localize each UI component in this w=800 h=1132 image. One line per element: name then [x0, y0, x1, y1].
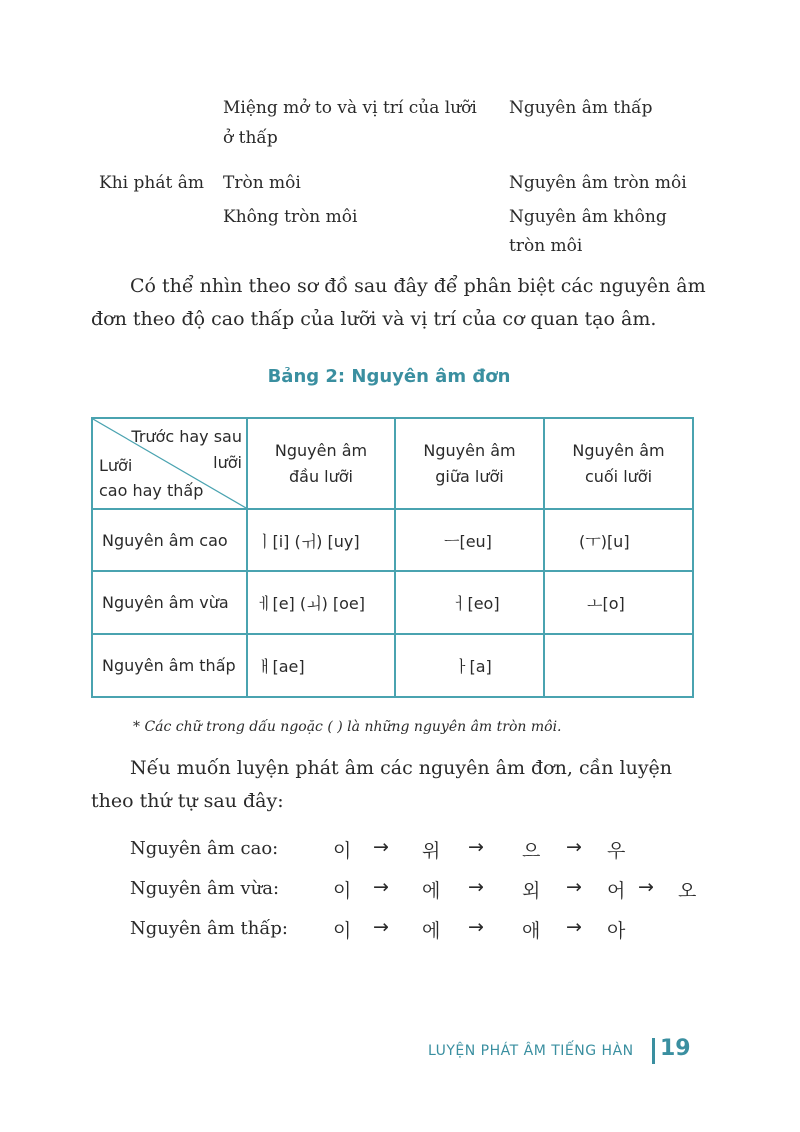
sequence-label: Nguyên âm cao:: [130, 838, 279, 859]
sequence-syllable: 이: [333, 880, 352, 902]
table-cell: [544, 634, 693, 697]
table-row: [92, 571, 693, 634]
footer-divider: [652, 1038, 655, 1064]
table-cell: ㅓ[eo]: [395, 571, 544, 634]
row-label: Nguyên âm cao: [92, 509, 247, 571]
vowel-table: [91, 417, 694, 698]
table-cell: ㅔ[e] (ㅚ) [oe]: [247, 571, 395, 634]
arrow-icon: →: [468, 876, 484, 898]
column-header-line: đầu lưỡi: [288, 466, 353, 486]
sequence-syllable: 에: [422, 880, 441, 902]
corner-label-bottom: cao hay thấp: [99, 481, 204, 500]
table-cell: ㅡ[eu]: [395, 509, 544, 571]
sequence-syllable: 애: [522, 920, 541, 942]
table-corner-cell: [92, 418, 247, 509]
row-label: Nguyên âm vừa: [92, 571, 247, 634]
table-footnote: * Các chữ trong dấu ngoặc ( ) là những nguyên âm tròn môi.: [133, 719, 562, 735]
feature-text: ở thấp: [223, 128, 278, 148]
table-header-row: [92, 418, 693, 509]
table-cell: ㅐ[ae]: [247, 634, 395, 697]
sequence-syllable: 으: [522, 840, 541, 862]
result-text: tròn môi: [509, 236, 583, 256]
sequence-syllable: 어: [607, 880, 626, 902]
arrow-icon: →: [468, 836, 484, 858]
practice-paragraph-line: theo thứ tự sau đây:: [91, 790, 284, 812]
footer-book-title: LUYỆN PHÁT ÂM TIẾNG HÀN: [428, 1043, 634, 1059]
table-title: Bảng 2: Nguyên âm đơn: [267, 366, 511, 387]
sequence-syllable: 우: [607, 840, 626, 862]
column-header-line: giữa lưỡi: [435, 466, 504, 486]
table-cell: ㅏ[a]: [395, 634, 544, 697]
sequence-syllable: 아: [607, 920, 626, 942]
arrow-icon: →: [468, 916, 484, 938]
table-row: [92, 634, 693, 697]
column-header-line: Nguyên âm: [423, 440, 516, 460]
table-row: [92, 509, 693, 571]
column-header: [395, 418, 544, 509]
arrow-icon: →: [566, 916, 582, 938]
result-text: Nguyên âm thấp: [509, 98, 653, 118]
sequence-label: Nguyên âm thấp:: [130, 918, 288, 939]
sequence-syllable: 오: [678, 880, 697, 902]
sequence-syllable: 이: [333, 840, 352, 862]
arrow-icon: →: [566, 836, 582, 858]
sequence-label: Nguyên âm vừa:: [130, 878, 280, 899]
corner-label-right: lưỡi: [213, 453, 242, 472]
result-text: Nguyên âm không: [509, 207, 667, 227]
feature-text: Miệng mở to và vị trí của lưỡi: [223, 98, 477, 118]
row-label: Nguyên âm thấp: [92, 634, 247, 697]
table-cell: (ㅜ)[u]: [544, 509, 693, 571]
feature-text: Không tròn môi: [223, 207, 358, 227]
column-header-line: Nguyên âm: [572, 440, 665, 460]
table-cell: ㅣ[i] (ㅟ) [uy]: [247, 509, 395, 571]
arrow-icon: →: [373, 836, 389, 858]
intro-paragraph-line: Có thể nhìn theo sơ đồ sau đây để phân biệt các nguyên âm: [130, 275, 706, 297]
column-header: [544, 418, 693, 509]
page-number: 19: [660, 1036, 691, 1061]
column-header-line: Nguyên âm: [274, 440, 368, 460]
arrow-icon: →: [373, 876, 389, 898]
column-header-line: cuối lưỡi: [584, 466, 653, 486]
feature-text: Tròn môi: [223, 173, 301, 193]
arrow-icon: →: [373, 916, 389, 938]
sequence-syllable: 이: [333, 920, 352, 942]
column-header: [247, 418, 395, 509]
table-cell: ㅗ[o]: [544, 571, 693, 634]
corner-label-left: Lưỡi: [99, 456, 133, 475]
sequence-syllable: 위: [422, 840, 441, 862]
arrow-icon: →: [566, 876, 582, 898]
group-label: Khi phát âm: [99, 173, 204, 193]
corner-label-top: Trước hay sau: [131, 427, 242, 446]
arrow-icon: →: [638, 876, 654, 898]
intro-paragraph-line: đơn theo độ cao thấp của lưỡi và vị trí của cơ quan tạo âm.: [91, 308, 657, 330]
result-text: Nguyên âm tròn môi: [509, 173, 687, 193]
sequence-syllable: 외: [522, 880, 541, 902]
practice-paragraph-line: Nếu muốn luyện phát âm các nguyên âm đơn, cần luyện: [130, 757, 673, 779]
sequence-syllable: 에: [422, 920, 441, 942]
